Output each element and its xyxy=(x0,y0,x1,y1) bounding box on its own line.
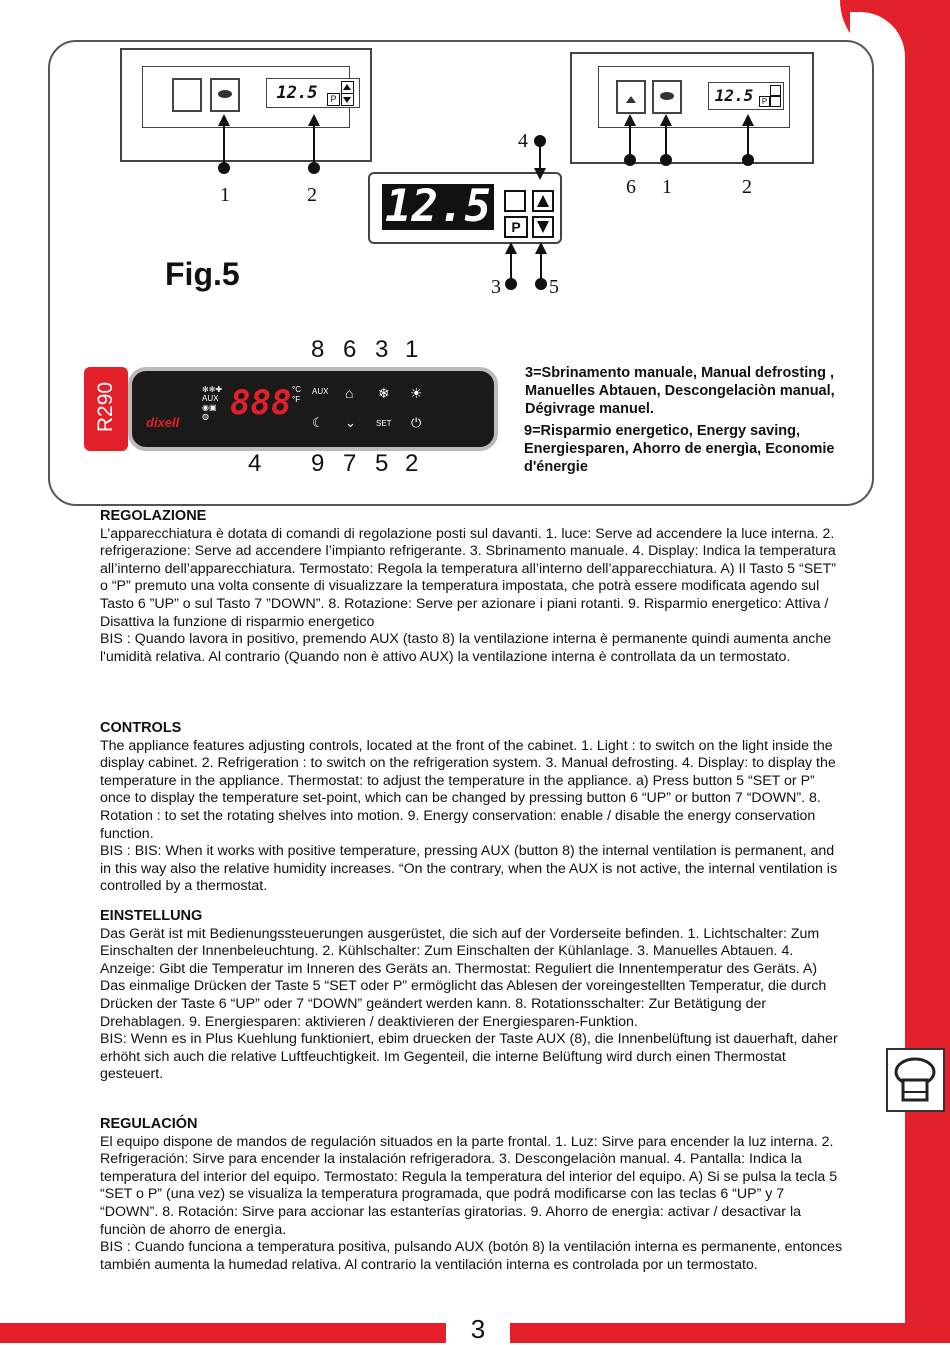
callout-number: 3 xyxy=(491,276,501,298)
arrow-line xyxy=(629,124,631,156)
thermostat-display-right: 12.5 xyxy=(711,85,757,107)
section-title: REGULACIÓN xyxy=(100,1116,198,1132)
controller-display: 888 xyxy=(230,383,292,423)
thermostat-right xyxy=(708,82,784,110)
callout-number: 1 xyxy=(662,176,672,198)
section-english xyxy=(100,720,845,896)
arrow-dot xyxy=(535,278,547,290)
arrow-line xyxy=(665,124,667,156)
button-down-small[interactable] xyxy=(770,96,781,107)
section-body: The appliance features adjusting controls, located at the front of the cabinet. 1. Light : to switch on the light inside the display cabinet. 2. Refrigeration : to switch on the refrigeration system. 3. Manual defrosting. 4. Display: to display the temperature in the appliance. Thermostat: to adjust the temperature in the appliance. a) Press button 5 “SET or P” once to display the temperature set-point, which can be changed by pressing button 6 “UP” or button 7 “DOWN”. 8. Rotation : to set the rotating shelves into motion. 9. Energy conservation: enable / disable the energy conservation function. xyxy=(100,737,836,842)
control-panel-right xyxy=(570,52,814,164)
arrow-line xyxy=(313,124,315,164)
callout-number: 1 xyxy=(220,184,230,206)
brand-logo: dixell xyxy=(146,415,180,430)
legend-energy-saving: 9=Risparmio energetico, Energy saving, Energiesparen, Ahorro de energìa, Economie d'énergie xyxy=(524,423,835,475)
arrow-dot xyxy=(624,154,636,166)
callout-number: 5 xyxy=(549,276,559,298)
aux-button[interactable]: AUX xyxy=(312,387,329,396)
set-button[interactable]: SET xyxy=(376,419,392,428)
arrow-line xyxy=(223,124,225,164)
section-title: REGOLAZIONE xyxy=(100,508,207,524)
light-switch-right[interactable] xyxy=(652,80,682,114)
bottom-number: 7 xyxy=(343,450,357,477)
section-italian xyxy=(100,508,845,666)
light-button-icon[interactable]: ☀ xyxy=(410,385,423,401)
arrow-dot xyxy=(660,154,672,166)
section-spanish xyxy=(100,1116,845,1274)
arrow-dot xyxy=(505,278,517,290)
up-button-icon[interactable]: ⌂ xyxy=(345,385,354,401)
thermostat-display-left: 12.5 xyxy=(271,82,323,104)
section-bis: BIS: Wenn es in Plus Kuehlung funktioniert, ebim druecken der Taste AUX (8), die Innenbelüftung ist dauerhaft, daher erhöht sich auch die relative Luftfeuchtigkeit. Im Gegenteil, die interne Belüftung wird durch einen Thermostat gesteuert. xyxy=(100,1031,838,1083)
top-number: 6 xyxy=(343,336,357,363)
legend-manual-defrost: 3=Sbrinamento manuale, Manual defrosting , Manuelles Abtauen, Descongelaciòn manual, Dégivrage manuel. xyxy=(525,365,835,417)
down-button-icon[interactable]: ⌄ xyxy=(345,415,356,430)
unit-icon: °C °F xyxy=(292,385,301,404)
section-bis: BIS : Quando lavora in positivo, premendo AUX (tasto 8) la ventilazione interna è permanente quindi aumenta anche l'umidità relativa. Al contrario (Quando non è attivo AUX) la ventilazione interna è controllata da un termostato. xyxy=(100,631,832,665)
thermostat-left xyxy=(266,78,360,108)
chef-hat-icon xyxy=(886,1048,945,1112)
callout-number: 4 xyxy=(518,130,528,152)
button-p-small[interactable]: P xyxy=(759,96,770,107)
bottom-number: 5 xyxy=(375,450,389,477)
button-down[interactable] xyxy=(532,216,554,238)
button-p-small[interactable]: P xyxy=(327,93,340,106)
dixell-controller xyxy=(128,367,498,451)
switch-indicator-icon xyxy=(660,92,674,100)
thermostat-display-center: 12.5 xyxy=(382,184,494,230)
callout-number: 2 xyxy=(742,176,752,198)
callout-number: 2 xyxy=(307,184,317,206)
section-body: El equipo dispone de mandos de regulación situados en la parte frontal. 1. Luz: Sirve para encender la luz interna. 2. Refrigeración: Sirve para encender la instalación refrigeradora. 3. Descongelaciòn manual. 4. Pantalla: Indica la temperatura del interior del equipo. Termostato: Regula la temperatura del interior del equipo. A) Si se pulsa la tecla 5 “SET o P” (una vez) se visualiza la temperatura programada, que podrá modificarse con las teclas 6 “UP” y 7 “DOWN”. 8. Rotación: Sirve para accionar las estanterías giratorias. 9. Ahorro de energìa: activar / desactivar la funciòn de ahorro de energìa. xyxy=(100,1133,838,1238)
top-number: 8 xyxy=(311,336,325,363)
top-number: 1 xyxy=(405,336,419,363)
button-up-small[interactable] xyxy=(770,85,781,96)
arrow-line xyxy=(540,252,542,280)
arrow-line xyxy=(747,124,749,156)
button-up[interactable] xyxy=(532,190,554,212)
switch-indicator-icon xyxy=(218,90,232,98)
status-icons: ✻✻✚ AUX ◉▣ ◍ xyxy=(202,385,223,421)
section-german xyxy=(100,908,845,1084)
thermostat-center xyxy=(368,172,562,244)
callout-number: 6 xyxy=(626,176,636,198)
refrigerant-badge xyxy=(84,367,128,451)
section-body: L’apparecchiatura è dotata di comandi di regolazione posti sul davanti. 1. luce: Serve ad accendere la luce interna. 2. refrigerazione: Serve ad accendere l’impianto refrigerante. 3. Sbrinamento manuale. 4. Display: Indica la temperatura all’interno dell’apparecchiatura. Termostato: Regola la temperatura all’interno dell’apparecchiatura. A) Il Tasto 5 “SET” o “P” premuto una volta consente di visualizzare la temperatura impostata, che potrà essere modificata agendo sul Tasto 6 ”UP” o sul Tasto 7 ”DOWN”. 8. Rotazione: Serve per azionare i piani rotanti. 9. Risparmio energetico: Attiva / Disattiva la funzione di risparmio energetico xyxy=(100,525,837,630)
button-down-small[interactable] xyxy=(341,93,354,106)
light-switch[interactable] xyxy=(172,78,202,112)
defrost-button-icon[interactable]: ❄ xyxy=(378,385,390,401)
bottom-number: 2 xyxy=(405,450,419,477)
arrow-4 xyxy=(534,168,546,180)
blank-button[interactable] xyxy=(504,190,526,212)
switch-indicator-icon xyxy=(626,96,636,103)
section-bis: BIS : Cuando funciona a temperatura positiva, pulsando AUX (botón 8) la ventilación interna es permanente, entonces también aumenta la humedad relativa. Al contrario la ventilación interna es controlada por un termostato. xyxy=(100,1239,843,1273)
top-number: 3 xyxy=(375,336,389,363)
power-button-icon[interactable]: ⏻ xyxy=(411,415,422,430)
section-body: Das Gerät ist mit Bedienungssteuerungen ausgerüstet, die sich auf der Vorderseite befinden. 1. Lichtschalter: Zum Einschalten der Innenbeleuchtung. 2. Kühlschalter: Zum Einschalten der Kühlanlage. 3. Manuelles Abtauen. 4. Anzeige: Gibt die Temperatur im Inneren des Geräts an. Thermostat: Reguliert die Innentemperatur des Geräts. A) Das einmalige Drücken der Taste 5 “SET oder P” ermöglicht das Ablesen der voreingestellten Temperatur, die durch Drücken der Taste 6 “UP” oder 7 “DOWN” geändert werden kann. 8. Rotationsschalter: Zur Betätigung der Drehablagen. 9. Energiesparen: aktivieren / deaktivieren der Energiesparen-Funktion. xyxy=(100,925,827,1030)
control-panel-left xyxy=(120,48,372,162)
defrost-switch[interactable] xyxy=(616,80,646,114)
bottom-number: 4 xyxy=(248,450,262,477)
arrow-dot xyxy=(742,154,754,166)
section-bis: BIS : BIS: When it works with positive temperature, pressing AUX (button 8) the internal ventilation is permanent, and in this way also the relative humidity increases. “On the contrary, when the AUX is not active, the internal ventilation is controlled by a thermostat. xyxy=(100,843,838,895)
badge-text: R290 xyxy=(94,381,117,433)
red-side-bar xyxy=(905,18,950,1343)
page-number: 3 xyxy=(470,1314,486,1344)
energy-saving-button-icon[interactable]: ☾ xyxy=(312,415,324,430)
button-p[interactable]: P xyxy=(504,216,528,238)
section-title: EINSTELLUNG xyxy=(100,908,203,924)
arrow-dot xyxy=(308,162,320,174)
section-title: CONTROLS xyxy=(100,720,182,736)
arrow-line xyxy=(510,252,512,280)
bottom-number: 9 xyxy=(311,450,325,477)
refrigeration-switch[interactable] xyxy=(210,78,240,112)
arrow-dot xyxy=(218,162,230,174)
figure-label: Fig.5 xyxy=(165,256,240,292)
arrow-line xyxy=(539,146,541,170)
